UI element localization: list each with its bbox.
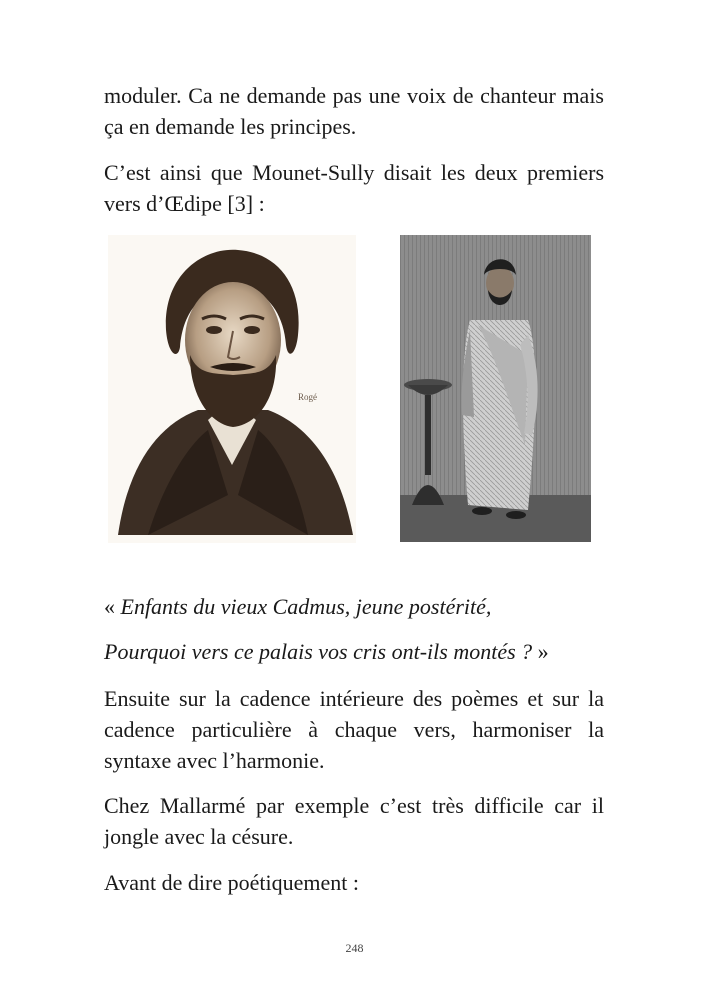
verse-text-1: Enfants du vieux Cadmus, jeune postérité, — [120, 594, 492, 619]
paragraph-4: Chez Mallarmé par exemple c’est très difficile car il jongle avec la césure. — [104, 793, 604, 849]
actor-image-right — [400, 235, 591, 542]
svg-text:Rogé: Rogé — [298, 392, 317, 402]
paragraph-1: moduler. Ca ne demande pas une voix de chanteur mais ça en demande les principes. — [104, 83, 604, 139]
paragraph-2: C’est ainsi que Mounet-Sully disait les deux premiers vers d’Œdipe [3] : — [104, 160, 604, 216]
page-number: 248 — [345, 941, 364, 955]
open-quote-mark: « — [104, 594, 121, 619]
verse-text-2: Pourquoi vers ce palais vos cris ont-ils montés ? — [104, 639, 533, 664]
verse-line-2 — [104, 636, 624, 667]
portrait-image-left — [108, 235, 356, 543]
paragraph-5: Avant de dire poétiquement : — [104, 870, 359, 895]
paragraph-3: Ensuite sur la cadence intérieure des poèmes et sur la cadence particulière à chaque vers, harmoniser la syntaxe avec l’harmonie. — [104, 686, 604, 773]
verse-line-1 — [104, 591, 624, 622]
close-quote-mark: » — [532, 639, 549, 664]
